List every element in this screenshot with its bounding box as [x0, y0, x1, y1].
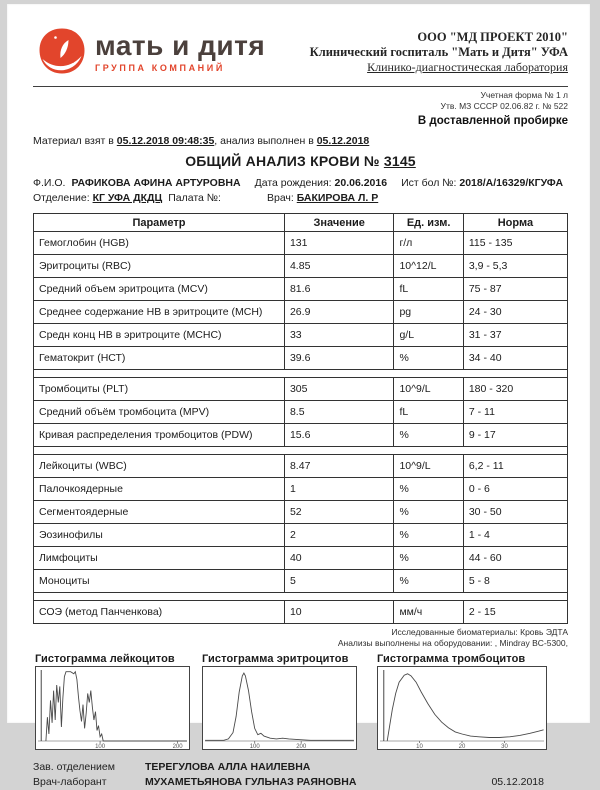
histogram-title: Гистограмма тромбоцитов: [377, 653, 526, 665]
norm-cell: 31 - 37: [463, 324, 567, 347]
unit-cell: %: [394, 347, 463, 370]
patient-dob: 20.06.2016: [334, 177, 388, 189]
results-tbody: [34, 232, 568, 624]
header-divider: [33, 86, 568, 87]
norm-cell: 75 - 87: [463, 278, 567, 301]
report-number: 3145: [383, 153, 416, 169]
param-cell: Тромбоциты (PLT): [34, 378, 285, 401]
histogram-title: Гистограмма эритроцитов: [202, 653, 349, 665]
unit-cell: г/л: [394, 232, 463, 255]
norm-cell: 2 - 15: [463, 601, 567, 624]
param-cell: Лейкоциты (WBC): [34, 455, 285, 478]
form-approval: Утв. МЗ СССР 02.06.82 г. № 522: [440, 101, 568, 111]
unit-cell: 10^9/L: [394, 378, 463, 401]
value-cell: 2: [284, 524, 393, 547]
norm-cell: 9 - 17: [463, 424, 567, 447]
axis-tick-label: 100: [249, 744, 260, 750]
patient-line-2: [33, 191, 568, 206]
document-page: [7, 4, 590, 788]
unit-cell: %: [394, 570, 463, 593]
table-spacer-row: [34, 370, 568, 378]
axis-tick-label: 200: [296, 744, 307, 750]
norm-cell: 0 - 6: [463, 478, 567, 501]
table-spacer-row: [34, 447, 568, 455]
department-label: Отделение:: [33, 192, 90, 204]
logo-text: [95, 26, 265, 73]
value-cell: 15.6: [284, 424, 393, 447]
value-cell: 131: [284, 232, 393, 255]
unit-cell: 10^9/L: [394, 455, 463, 478]
table-row: [34, 232, 568, 255]
header-parameter: Параметр: [34, 214, 285, 232]
param-cell: Лимфоциты: [34, 547, 285, 570]
sample-performed-label: , анализ выполнен в: [214, 135, 317, 147]
norm-cell: 34 - 40: [463, 347, 567, 370]
brand-subtitle: ГРУППА КОМПАНИЙ: [95, 63, 225, 73]
value-cell: 33: [284, 324, 393, 347]
unit-cell: fL: [394, 401, 463, 424]
value-cell: 26.9: [284, 301, 393, 324]
histogram-erythrocytes: [202, 653, 357, 750]
case-no: 2018/А/16329/КГУФА: [459, 177, 564, 189]
laboratory-name: Клинико-диагностическая лаборатория: [367, 60, 568, 74]
norm-cell: 5 - 8: [463, 570, 567, 593]
organization-block: [310, 30, 568, 75]
brand-name: мать и дитя: [95, 30, 266, 61]
lab-doctor-row: [33, 775, 568, 790]
value-cell: 4.85: [284, 255, 393, 278]
unit-cell: мм/ч: [394, 601, 463, 624]
head-of-department-row: [33, 760, 568, 775]
norm-cell: 1 - 4: [463, 524, 567, 547]
table-row: [34, 524, 568, 547]
table-row: [34, 401, 568, 424]
param-cell: Палочкоядерные: [34, 478, 285, 501]
axis-tick-label: 100: [95, 744, 106, 750]
value-cell: 8.5: [284, 401, 393, 424]
norm-cell: 30 - 50: [463, 501, 567, 524]
axis-tick-label: 10: [416, 744, 423, 750]
param-cell: Гемоглобин (HGB): [34, 232, 285, 255]
unit-cell: fL: [394, 278, 463, 301]
axis-tick-label: 30: [501, 744, 508, 750]
value-cell: 81.6: [284, 278, 393, 301]
table-row: [34, 378, 568, 401]
lab-name: МУХАМЕТЬЯНОВА ГУЛЬНАЗ РАЯНОВНА: [145, 776, 357, 788]
histogram-plot: [35, 666, 190, 750]
table-row: [34, 255, 568, 278]
patient-name: РАФИКОВА АФИНА АРТУРОВНА: [71, 177, 241, 189]
lab-label: Врач-лаборант: [33, 776, 107, 788]
value-cell: 305: [284, 378, 393, 401]
unit-cell: %: [394, 501, 463, 524]
head-name: ТЕРЕГУЛОВА АЛЛА НАИЛЕВНА: [145, 761, 311, 773]
table-row: [34, 278, 568, 301]
value-cell: 39.6: [284, 347, 393, 370]
table-row: [34, 324, 568, 347]
table-row: [34, 601, 568, 624]
table-row: [34, 478, 568, 501]
biomaterial-line: Исследованные биоматериалы: Кровь ЭДТА: [391, 627, 568, 637]
value-cell: 8.47: [284, 455, 393, 478]
norm-cell: 24 - 30: [463, 301, 567, 324]
histogram-plot: [377, 666, 547, 750]
norm-cell: 7 - 11: [463, 401, 567, 424]
hospital-name: Клинический госпиталь "Мать и Дитя" УФА: [309, 45, 568, 59]
param-cell: Моноциты: [34, 570, 285, 593]
doctor-label: Врач:: [266, 192, 294, 204]
unit-cell: 10^12/L: [394, 255, 463, 278]
table-spacer-row: [34, 593, 568, 601]
biomaterial-note: [33, 627, 568, 648]
header-value: Значение: [284, 214, 393, 232]
param-cell: Средний объём тромбоцита (MPV): [34, 401, 285, 424]
mother-and-child-logo-icon: [37, 26, 87, 78]
norm-cell: 115 - 135: [463, 232, 567, 255]
histogram-leukocytes: [35, 653, 190, 750]
form-info: [33, 90, 568, 128]
sample-taken-label: Материал взят в: [33, 135, 117, 147]
param-cell: Кривая распределения тромбоцитов (PDW): [34, 424, 285, 447]
param-cell: Сегментоядерные: [34, 501, 285, 524]
histogram-platelets: [377, 653, 547, 750]
org-name: ООО "МД ПРОЕКТ 2010": [417, 30, 568, 44]
axis-tick-label: 20: [458, 744, 466, 750]
department-value: КГ УФА ДКДЦ: [92, 192, 163, 204]
sample-performed-date: 05.12.2018: [316, 135, 370, 147]
value-cell: 5: [284, 570, 393, 593]
table-row: [34, 424, 568, 447]
unit-cell: %: [394, 478, 463, 501]
param-cell: Эритроциты (RBC): [34, 255, 285, 278]
table-header-row: [34, 214, 568, 232]
dob-label: Дата рождения:: [254, 177, 332, 189]
table-row: [34, 301, 568, 324]
fio-label: Ф.И.О.: [33, 177, 66, 189]
sample-taken-datetime: 05.12.2018 09:48:35: [116, 135, 215, 147]
table-row: [34, 455, 568, 478]
patient-info: [33, 176, 568, 206]
unit-cell: g/L: [394, 324, 463, 347]
param-cell: Средний объем эритроцита (MCV): [34, 278, 285, 301]
tube-note: В доставленной пробирке: [417, 115, 568, 127]
ward-label: Палата №:: [168, 192, 221, 204]
value-cell: 40: [284, 547, 393, 570]
axis-tick-label: 200: [172, 744, 183, 750]
head-label: Зав. отделением: [33, 761, 115, 773]
param-cell: Гематокрит (НСТ): [34, 347, 285, 370]
table-row: [34, 547, 568, 570]
param-cell: Средн конц НВ в эритроците (МСНС): [34, 324, 285, 347]
norm-cell: 180 - 320: [463, 378, 567, 401]
patient-line-1: [33, 176, 568, 191]
param-cell: Среднее содержание НВ в эритроците (МСН): [34, 301, 285, 324]
sample-info-line: [33, 135, 568, 147]
value-cell: 10: [284, 601, 393, 624]
table-row: [34, 347, 568, 370]
case-no-label: Ист бол №:: [401, 177, 457, 189]
param-cell: СОЭ (метод Панченкова): [34, 601, 285, 624]
results-table: [33, 213, 568, 624]
header: [33, 4, 568, 78]
table-row: [34, 501, 568, 524]
unit-cell: %: [394, 547, 463, 570]
unit-cell: %: [394, 524, 463, 547]
report-date: 05.12.2018: [491, 776, 544, 788]
signatures: [33, 760, 568, 790]
doctor-name: БАКИРОВА Л. Р: [296, 192, 379, 204]
report-title: [33, 153, 568, 169]
unit-cell: pg: [394, 301, 463, 324]
histograms: [35, 653, 568, 750]
report-title-text: ОБЩИЙ АНАЛИЗ КРОВИ №: [185, 153, 384, 169]
header-norm: Норма: [463, 214, 567, 232]
value-cell: 52: [284, 501, 393, 524]
histogram-title: Гистограмма лейкоцитов: [35, 653, 175, 665]
form-number: Учетная форма № 1 л: [480, 90, 568, 100]
norm-cell: 3,9 - 5,3: [463, 255, 567, 278]
equipment-line: Анализы выполнены на оборудовании: , Mindray BC-5300,: [337, 637, 568, 648]
table-row: [34, 570, 568, 593]
value-cell: 1: [284, 478, 393, 501]
header-unit: Ед. изм.: [394, 214, 463, 232]
histogram-plot: [202, 666, 357, 750]
norm-cell: 6,2 - 11: [463, 455, 567, 478]
clinic-logo: [37, 26, 265, 78]
unit-cell: %: [394, 424, 463, 447]
norm-cell: 44 - 60: [463, 547, 567, 570]
param-cell: Эозинофилы: [34, 524, 285, 547]
